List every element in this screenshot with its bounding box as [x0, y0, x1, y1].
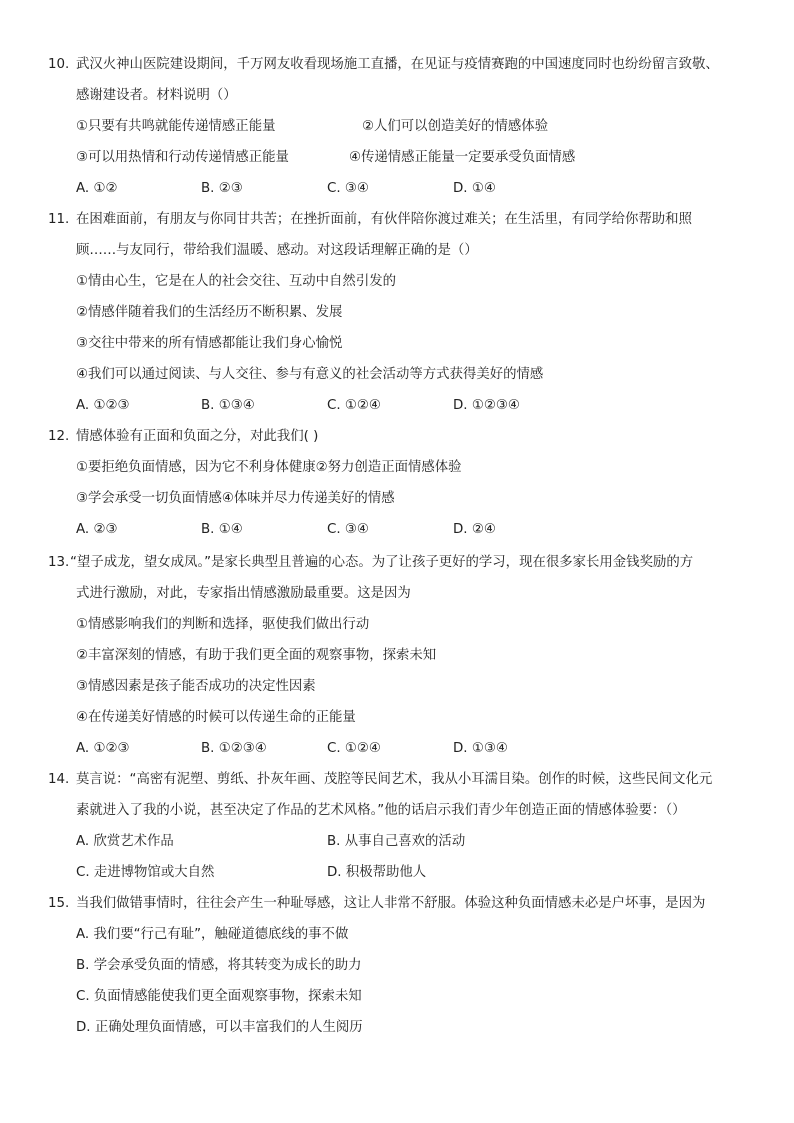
statement: ②丰富深刻的情感，有助于我们更全面的观察事物，探索未知	[76, 648, 437, 663]
question-stem: 在困难面前，有朋友与你同甘共苦；在挫折面前，有伙伴陪你渡过难关；在生活里，有同学给你帮助和照	[76, 212, 692, 227]
question-stem: 顾……与友同行，带给我们温暖、感动。对这段话理解正确的是（）	[76, 243, 478, 258]
statement: ③情感因素是孩子能否成功的决定性因素	[76, 679, 316, 694]
question-stem: 感谢建设者。材料说明（）	[76, 88, 237, 103]
option: A. ①②③	[76, 741, 130, 756]
option: B. ①②③④	[201, 741, 267, 756]
option: D. ②④	[453, 522, 496, 537]
statement: ③可以用热情和行动传递情感正能量	[76, 150, 289, 165]
option: C. 走进博物馆或大自然	[76, 865, 215, 880]
question-number: 14.	[48, 772, 70, 787]
question-stem: 情感体验有正面和负面之分，对此我们( )	[76, 429, 319, 444]
question-stem: “望子成龙，望女成凤。”是家长典型且普遍的心态。为了让孩子更好的学习，现在很多家长用金钱奖励的方	[70, 555, 694, 570]
question-number: 12.	[48, 429, 70, 444]
statement: ④我们可以通过阅读、与人交往、参与有意义的社会活动等方式获得美好的情感	[76, 367, 544, 382]
option: A. ①②③	[76, 398, 130, 413]
option: D. ①④	[453, 181, 496, 196]
question-stem: 武汉火神山医院建设期间，千万网友收看现场施工直播，在见证与疫情赛跑的中国速度同时也纷纷留言致敬、	[76, 57, 719, 72]
option: B. ①③④	[201, 398, 255, 413]
statement: ②人们可以创造美好的情感体验	[362, 119, 549, 134]
option: D. 正确处理负面情感，可以丰富我们的人生阅历	[76, 1020, 363, 1035]
option: B. 从事自己喜欢的活动	[327, 834, 466, 849]
statement: ①情由心生，它是在人的社会交往、互动中自然引发的	[76, 274, 396, 289]
statement: ②情感伴随着我们的生活经历不断积累、发展	[76, 305, 343, 320]
statement: ④传递情感正能量一定要承受负面情感	[349, 150, 576, 165]
option: D. 积极帮助他人	[327, 865, 427, 880]
statement: ①情感影响我们的判断和选择，驱使我们做出行动	[76, 617, 370, 632]
option: A. 欣赏艺术作品	[76, 834, 174, 849]
option: D. ①②③④	[453, 398, 520, 413]
question-stem: 素就进入了我的小说，甚至决定了作品的艺术风格。”他的话启示我们青少年创造正面的情感体验要：（）	[76, 803, 686, 818]
question-stem: 莫言说：“高密有泥塑、剪纸、扑灰年画、茂腔等民间艺术，我从小耳濡目染。创作的时候，这些民间文化元	[76, 772, 713, 787]
option: C. ③④	[327, 181, 369, 196]
statement: ③交往中带来的所有情感都能让我们身心愉悦	[76, 336, 343, 351]
question-stem: 式进行激励，对此，专家指出情感激励最重要。这是因为	[76, 586, 411, 601]
statement: ①要拒绝负面情感，因为它不利身体健康②努力创造正面情感体验	[76, 460, 462, 475]
question-number: 11.	[48, 212, 70, 227]
option: D. ①③④	[453, 741, 508, 756]
question-number: 13.	[48, 555, 70, 570]
option: A. ①②	[76, 181, 118, 196]
option: B. ②③	[201, 181, 243, 196]
statement: ④在传递美好情感的时候可以传递生命的正能量	[76, 710, 356, 725]
option: C. ①②④	[327, 398, 381, 413]
option: C. 负面情感能使我们更全面观察事物，探索未知	[76, 989, 362, 1004]
option: C. ③④	[327, 522, 369, 537]
option: B. ①④	[201, 522, 243, 537]
option: B. 学会承受负面的情感，将其转变为成长的助力	[76, 958, 362, 973]
question-stem: 当我们做错事情时，往往会产生一种耻辱感，这让人非常不舒服。体验这种负面情感未必是户坏事，是因为	[76, 896, 706, 911]
option: A. ②③	[76, 522, 118, 537]
statement: ③学会承受一切负面情感④体味并尽力传递美好的情感	[76, 491, 395, 506]
question-number: 15.	[48, 896, 70, 911]
question-number: 10.	[48, 57, 70, 72]
statement: ①只要有共鸣就能传递情感正能量	[76, 119, 276, 134]
option: A. 我们要“行己有耻”，触碰道德底线的事不做	[76, 927, 349, 942]
option: C. ①②④	[327, 741, 381, 756]
